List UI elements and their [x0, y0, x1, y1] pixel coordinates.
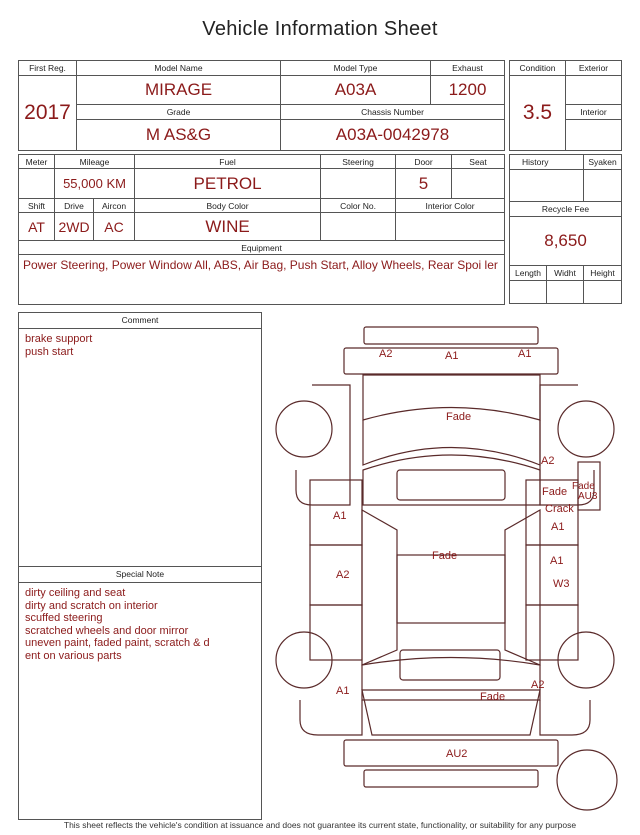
drive-label: Drive — [55, 199, 94, 213]
color-no-label: Color No. — [321, 199, 396, 213]
grade-label: Grade — [77, 105, 281, 120]
model-type-label: Model Type — [281, 61, 431, 76]
interior-label: Interior — [566, 105, 622, 120]
model-name-label: Model Name — [77, 61, 281, 76]
height-label: Height — [584, 265, 622, 280]
exhaust-value: 1200 — [431, 76, 505, 105]
first-reg-label: First Reg. — [19, 61, 77, 76]
aircon-value: AC — [94, 213, 135, 241]
mark-hood: Fade — [446, 411, 472, 423]
mark-right-pillar-au3: AU3 — [578, 491, 598, 502]
special-note-label: Special Note — [19, 567, 261, 583]
special-note-box — [18, 566, 262, 820]
recycle-fee-label: Recycle Fee — [510, 201, 622, 216]
special-note-text: dirty ceiling and seat dirty and scratch on interior scuffed steering scratched wheels and door mirror uneven paint, faded paint, scratch & d ent on various parts — [25, 587, 210, 662]
model-name-value: MIRAGE — [77, 76, 281, 105]
condition-label: Condition — [510, 61, 566, 76]
exterior-label: Exterior — [566, 61, 622, 76]
mark-right-rear-fender: A2 — [531, 679, 545, 691]
mark-right-front-door-crack: Crack — [545, 503, 574, 515]
body-color-label: Body Color — [135, 199, 321, 213]
mileage-value: 55,000 KM — [55, 169, 135, 199]
mark-right-pillar-fade2: Fade — [572, 481, 595, 492]
footer-disclaimer: This sheet reflects the vehicle's condition at issuance and does not guarantee its current state, functionality, or suitability for any purpose — [63, 820, 577, 830]
grade-value: M AS&G — [77, 120, 281, 151]
recycle-fee-value: 8,650 — [510, 216, 622, 265]
mark-front-bumper-left: A2 — [379, 348, 393, 360]
width-label: Widht — [547, 265, 584, 280]
syaken-label: Syaken — [584, 155, 622, 170]
exhaust-label: Exhaust — [431, 61, 505, 76]
equipment-label: Equipment — [19, 241, 505, 255]
mark-left-rear-door: A2 — [336, 569, 350, 581]
door-label: Door — [396, 155, 452, 169]
equipment-value: Power Steering, Power Window All, ABS, Air Bag, Push Start, Alloy Wheels, Rear Spoi ler — [19, 255, 505, 305]
drive-value: 2WD — [55, 213, 94, 241]
comment-label: Comment — [19, 313, 261, 329]
mark-rear-bumper: AU2 — [446, 748, 468, 760]
comment-box — [18, 312, 262, 567]
fuel-value: PETROL — [135, 169, 321, 199]
model-type-value: A03A — [281, 76, 431, 105]
history-label: History — [510, 155, 584, 170]
mark-left-front-door: A1 — [333, 510, 347, 522]
aircon-label: Aircon — [94, 199, 135, 213]
side-info-table — [509, 154, 622, 304]
mark-trunk: Fade — [480, 691, 506, 703]
shift-label: Shift — [19, 199, 55, 213]
mark-front-bumper-right: A1 — [518, 348, 532, 360]
length-label: Length — [510, 265, 547, 280]
first-reg-value: 2017 — [19, 76, 77, 151]
mark-right-rear-door-a1: A1 — [550, 555, 564, 567]
mark-right-rear-door-w3: W3 — [553, 578, 570, 590]
chassis-label: Chassis Number — [281, 105, 505, 120]
mark-right-front-fender: A2 — [541, 455, 555, 467]
mark-right-front-door-a1: A1 — [551, 521, 565, 533]
condition-value: 3.5 — [510, 76, 566, 151]
shift-value: AT — [19, 213, 55, 241]
chassis-value: A03A-0042978 — [281, 120, 505, 151]
mark-left-rear-fender: A1 — [336, 685, 350, 697]
condition-table — [509, 60, 622, 151]
mark-front-bumper-mid: A1 — [445, 350, 459, 362]
comment-text: brake support push start — [25, 333, 93, 358]
page-title: Vehicle Information Sheet — [202, 18, 438, 40]
door-value: 5 — [396, 169, 452, 199]
interior-color-label: Interior Color — [396, 199, 505, 213]
mark-right-pillar-fade: Fade — [542, 486, 568, 498]
fuel-label: Fuel — [135, 155, 321, 169]
steering-label: Steering — [321, 155, 396, 169]
vehicle-detail-table — [18, 154, 505, 305]
body-color-value: WINE — [135, 213, 321, 241]
vehicle-basic-table — [18, 60, 505, 151]
mark-roof: Fade — [432, 550, 458, 562]
car-damage-diagram — [270, 320, 620, 815]
mileage-label: Mileage — [55, 155, 135, 169]
seat-label: Seat — [452, 155, 505, 169]
meter-label: Meter — [19, 155, 55, 169]
